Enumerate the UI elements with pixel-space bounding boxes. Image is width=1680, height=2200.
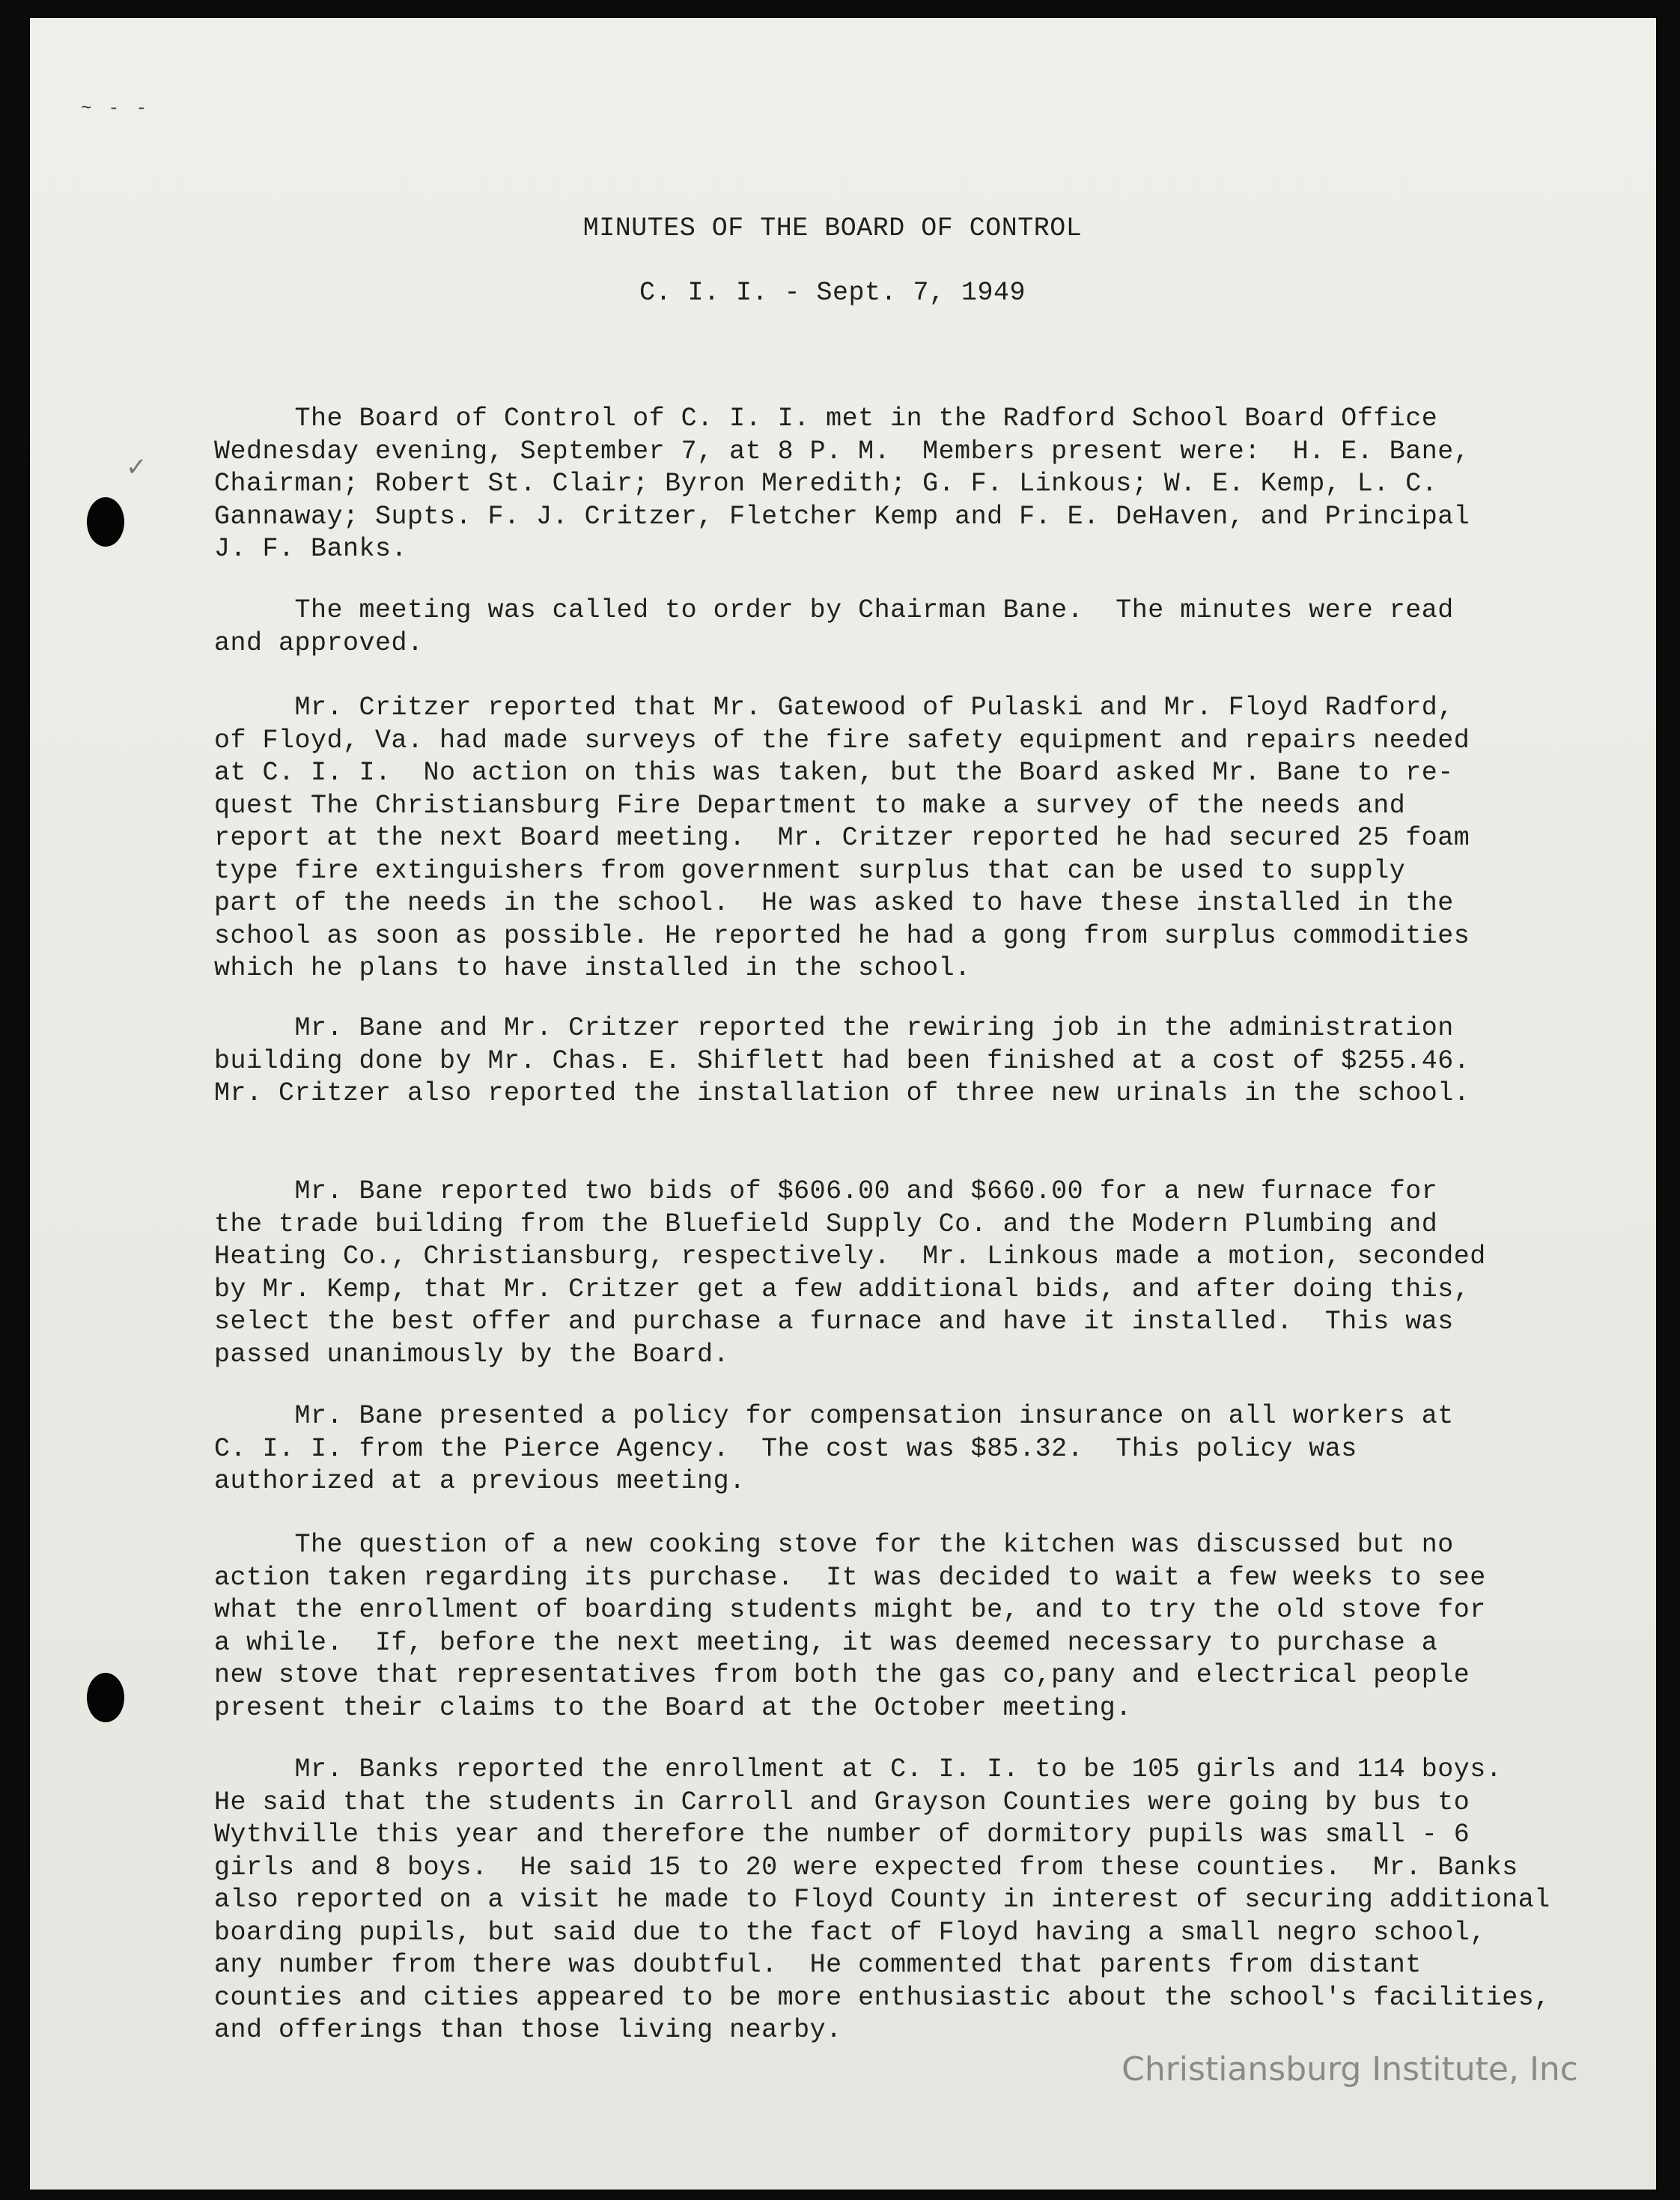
paragraph-insurance: Mr. Bane presented a policy for compensation insurance on all workers at C. I. I. from the Pierce Agency. The cost was $85.32. This policy was authorized at a previous meeting. [214,1401,1454,1496]
pen-mark: ~ - - [81,99,150,119]
document-title: MINUTES OF THE BOARD OF CONTROL [582,213,1083,243]
punch-hole-top [87,497,124,547]
watermark: Christiansburg Institute, Inc [1121,2050,1578,2088]
paragraph-furnace-bids: Mr. Bane reported two bids of $606.00 and $660.00 for a new furnace for the trade building from the Bluefield Supply Co. and the Modern Plumbing and Heating Co., Christiansburg, respectively. Mr. Linkous made a motion, seconded by Mr. Kemp, that Mr. Critzer get a few additional bids, and after doing this, select the best offer and purchase a furnace and have it installed. This was passed unanimously by the Board. [214,1176,1486,1370]
paragraph-rewiring: Mr. Bane and Mr. Critzer reported the rewiring job in the administration building done by Mr. Chas. E. Shiflett had been finished at a cost of $255.46. Mr. Critzer also reported the installation of three new urinals in the school. [214,1013,1470,1108]
paragraph-fire-safety: Mr. Critzer reported that Mr. Gatewood of Pulaski and Mr. Floyd Radford, of Floyd, Va. had made surveys of the fire safety equipment and repairs needed at C. I. I. No action on this was taken, but the Board asked Mr. Bane to re- quest The Christiansburg Fire Department to make a survey of the needs and report at the next Board meeting. Mr. Critzer reported he had secured 25 foam type fire extinguishers from government surplus that can be used to supply part of the needs in the school. He was asked to have these installed in the school as soon as possible. He reported he had a gong from surplus commodities which he plans to have installed in the school. [214,693,1470,983]
paragraph-call-to-order: The meeting was called to order by Chairman Bane. The minutes were read and approved. [214,595,1454,658]
paragraph-enrollment: Mr. Banks reported the enrollment at C. I. I. to be 105 girls and 114 boys. He said that the students in Carroll and Grayson Counties were going by bus to Wythville this year and therefore the number of dormitory pupils was small - 6 girls and 8 boys. He said 15 to 20 were expected from these counties. Mr. Banks also reported on a visit he made to Floyd County in interest of securing additional boarding pupils, but said due to the fact of Floyd having a small negro school, any number from there was doubtful. He commented that parents from distant counties and cities appeared to be more enthusiastic about the school's facilities, and offerings than those living nearby. [214,1754,1550,2045]
check-mark: ✓ [126,452,147,482]
punch-hole-bottom [87,1673,124,1722]
paragraph-cooking-stove: The question of a new cooking stove for the kitchen was discussed but no action taken regarding its purchase. It was decided to wait a few weeks to see what the enrollment of boarding students might be, and to try the old stove for a while. If, before the next meeting, it was deemed necessary to purchase a new stove that representatives from both the gas co,pany and electrical people present their claims to the Board at the October meeting. [214,1530,1486,1723]
document-page [30,18,1656,2190]
paragraph-attendance: The Board of Control of C. I. I. met in the Radford School Board Office Wednesday evening, September 7, at 8 P. M. Members present were: H. E. Bane, Chairman; Robert St. Clair; Byron Meredith; G. F. Linkous; W. E. Kemp, L. C. Gannaway; Supts. F. J. Critzer, Fletcher Kemp and F. E. DeHaven, and Principal J. F. Banks. [214,404,1470,564]
document-subtitle: C. I. I. - Sept. 7, 1949 [639,278,1026,308]
